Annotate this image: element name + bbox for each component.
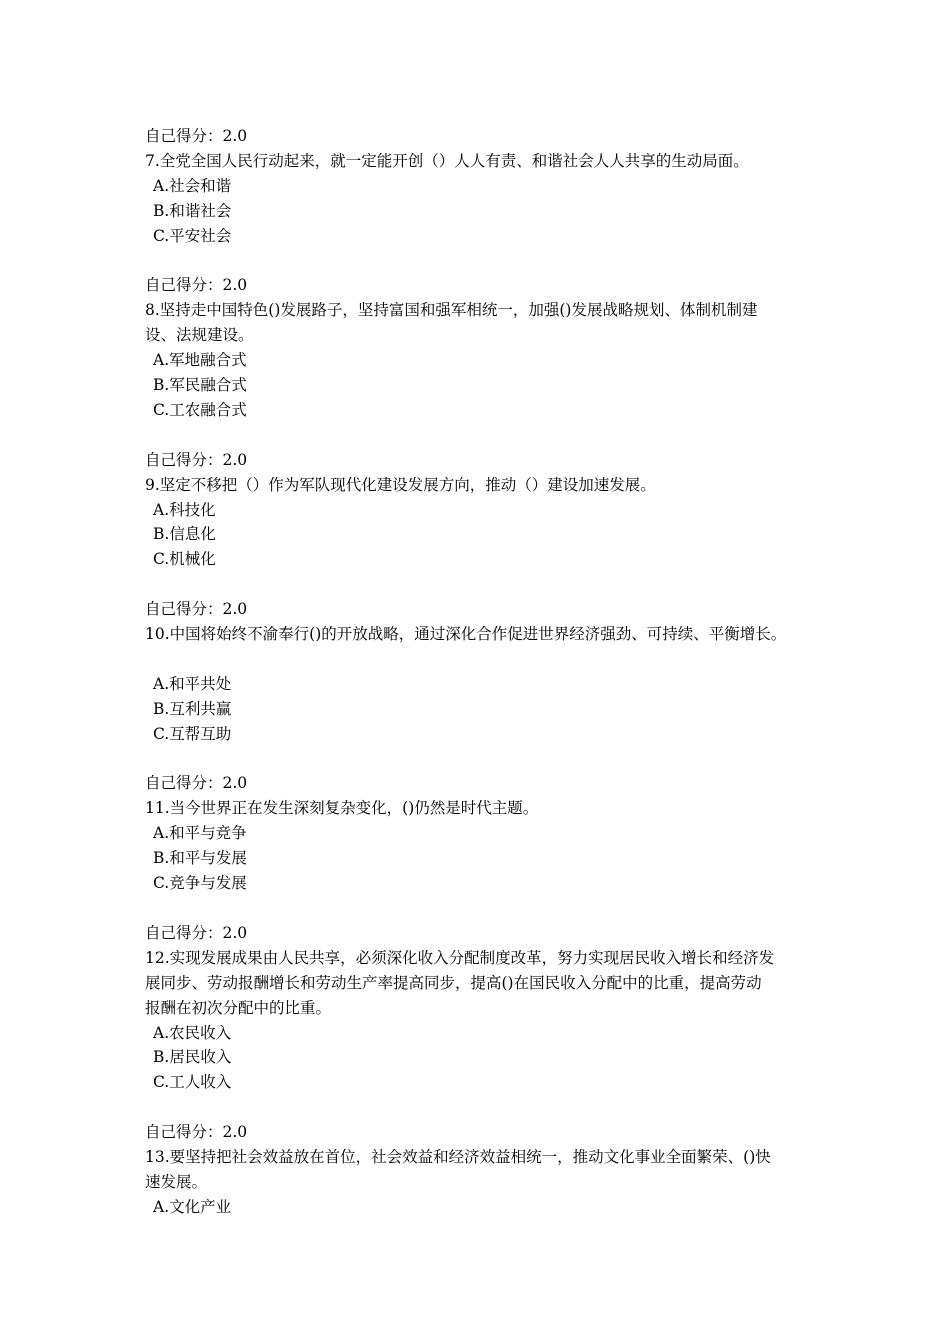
option-b: B.互利共赢 bbox=[153, 699, 232, 718]
option-a: A.科技化 bbox=[153, 500, 216, 519]
option-c: C.机械化 bbox=[153, 550, 216, 569]
score-line: 自己得分：2.0 bbox=[145, 600, 248, 619]
spacer bbox=[145, 249, 825, 274]
spacer bbox=[145, 572, 825, 597]
question-text: 13.要坚持把社会效益放在首位，社会效益和经济效益相统一，推动文化事业全面繁荣、()快 bbox=[145, 1148, 771, 1167]
score-line: 自己得分：2.0 bbox=[145, 276, 248, 295]
option-b: B.和谐社会 bbox=[153, 201, 232, 220]
option-b: B.军民融合式 bbox=[153, 376, 247, 395]
question-text: 11.当今世界正在发生深刻复杂变化，()仍然是时代主题。 bbox=[145, 799, 539, 818]
question-text-cont: 速发展。 bbox=[145, 1172, 208, 1191]
option-c: C.工农融合式 bbox=[153, 400, 247, 419]
option-c: C.竞争与发展 bbox=[153, 874, 247, 893]
score-line: 自己得分：2.0 bbox=[145, 450, 248, 469]
document-page bbox=[145, 124, 825, 1220]
spacer bbox=[145, 423, 825, 448]
question-block-7 bbox=[145, 124, 825, 273]
option-b: B.和平与发展 bbox=[153, 849, 247, 868]
option-a: A.社会和谐 bbox=[153, 176, 232, 195]
option-b: B.居民收入 bbox=[153, 1048, 232, 1067]
spacer bbox=[145, 896, 825, 921]
option-a: A.文化产业 bbox=[153, 1197, 232, 1216]
spacer bbox=[145, 647, 825, 672]
spacer bbox=[145, 747, 825, 772]
question-text-cont: 报酬在初次分配中的比重。 bbox=[145, 998, 332, 1017]
question-block-10 bbox=[145, 597, 825, 771]
question-text-cont: 展同步、劳动报酬增长和劳动生产率提高同步，提高()在国民收入分配中的比重，提高劳动 bbox=[145, 973, 762, 992]
score-line: 自己得分：2.0 bbox=[145, 923, 248, 942]
question-text: 12.实现发展成果由人民共享，必须深化收入分配制度改革，努力实现居民收入增长和经济发 bbox=[145, 948, 775, 967]
question-block-12 bbox=[145, 921, 825, 1120]
question-text: 8.坚持走中国特色()发展路子，坚持富国和强军相统一，加强()发展战略规划、体制机制建 bbox=[145, 301, 758, 320]
question-block-11 bbox=[145, 771, 825, 920]
question-block-13 bbox=[145, 1120, 825, 1220]
question-text: 7.全党全国人民行动起来，就一定能开创（）人人有责、和谐社会人人共享的生动局面。 bbox=[145, 151, 749, 170]
question-text-cont: 设、法规建设。 bbox=[145, 326, 254, 345]
question-text: 10.中国将始终不渝奉行()的开放战略，通过深化合作促进世界经济强劲、可持续、平衡增长。 bbox=[145, 625, 787, 644]
question-text: 9.坚定不移把（）作为军队现代化建设发展方向，推动（）建设加速发展。 bbox=[145, 475, 656, 494]
question-block-9 bbox=[145, 448, 825, 597]
question-block-8 bbox=[145, 273, 825, 447]
option-a: A.和平与竞争 bbox=[153, 824, 247, 843]
score-line: 自己得分：2.0 bbox=[145, 774, 248, 793]
score-line: 自己得分：2.0 bbox=[145, 1123, 248, 1142]
spacer bbox=[145, 1095, 825, 1120]
option-a: A.和平共处 bbox=[153, 674, 232, 693]
option-b: B.信息化 bbox=[153, 525, 216, 544]
option-c: C.平安社会 bbox=[153, 226, 232, 245]
option-a: A.农民收入 bbox=[153, 1023, 232, 1042]
score-line: 自己得分：2.0 bbox=[145, 127, 248, 145]
option-c: C.互帮互助 bbox=[153, 724, 232, 743]
option-a: A.军地融合式 bbox=[153, 351, 247, 370]
option-c: C.工人收入 bbox=[153, 1073, 232, 1092]
